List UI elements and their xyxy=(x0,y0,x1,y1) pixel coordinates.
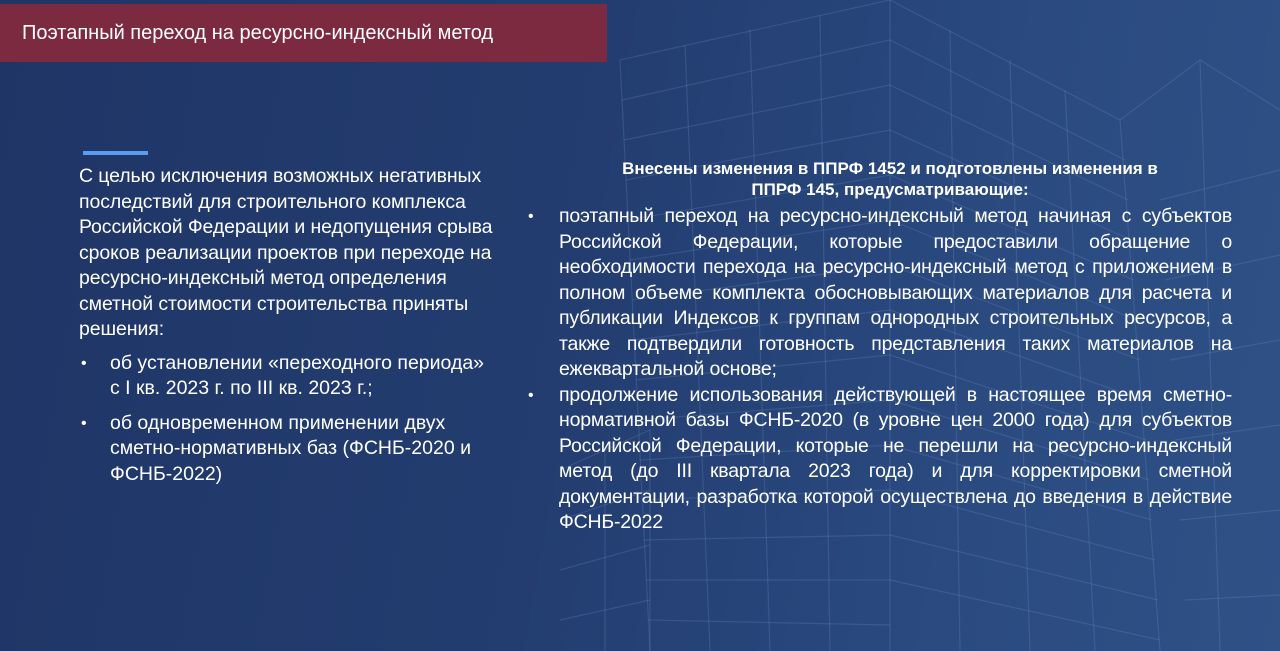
right-column xyxy=(528,158,1232,536)
list-item-text: продолжение использования действующей в настоящее время сметно-нормативной базы ФСНБ-2020 (в уровне цен 2000 года) для субъектов Российской Федерации, которые не перешли на ресурсно-индексный метод (до III квартала 2023 года) и для корректировки сметной документации, разработка которой осуществлена до введения в действие ФСНБ-2022 xyxy=(559,383,1232,533)
bullet: • xyxy=(81,414,87,432)
right-heading-line-1: Внесены изменения в ППРФ 1452 и подготовлены изменения в xyxy=(622,159,1158,178)
left-intro-text: С целью исключения возможных негативных последствий для строительного комплекса Российской Федерации и недопущения срыва сроков реализации проектов при переходе на ресурсно-индексный метод определения сметной стоимости строительства приняты решения: xyxy=(79,165,493,340)
right-heading xyxy=(528,158,1232,200)
list-item xyxy=(79,351,499,402)
title-bar xyxy=(0,4,607,62)
bullet: • xyxy=(528,208,534,225)
left-list xyxy=(79,351,499,488)
bullet: • xyxy=(81,354,87,372)
list-item xyxy=(79,411,499,488)
list-item-text: поэтапный переход на ресурсно-индексный метод начиная с субъектов Российской Федерации, которые предоставили обращение о необходимости перехода на ресурсно-индексный метод с приложением в полном объеме комплекта обосновывающих материалов для расчета и публикации Индексов к группам однородных строительных ресурсов, а также подтвердили готовность представления таких материалов на ежеквартальной основе; xyxy=(559,205,1232,380)
right-heading-line-2: ППРФ 145, предусматривающие: xyxy=(751,180,1029,199)
bullet: • xyxy=(528,386,534,404)
right-list xyxy=(528,204,1232,536)
accent-line xyxy=(83,151,148,155)
left-column xyxy=(79,164,499,496)
page-title: Поэтапный переход на ресурсно-индексный метод xyxy=(22,21,494,44)
list-item-text: об одновременном применении двух сметно-нормативных баз (ФСНБ-2020 и ФСНБ-2022) xyxy=(110,411,471,485)
list-item xyxy=(528,204,1232,383)
list-item xyxy=(528,383,1232,536)
list-item-text: об установлении «переходного периода» с I кв. 2023 г. по III кв. 2023 г.; xyxy=(110,351,485,399)
